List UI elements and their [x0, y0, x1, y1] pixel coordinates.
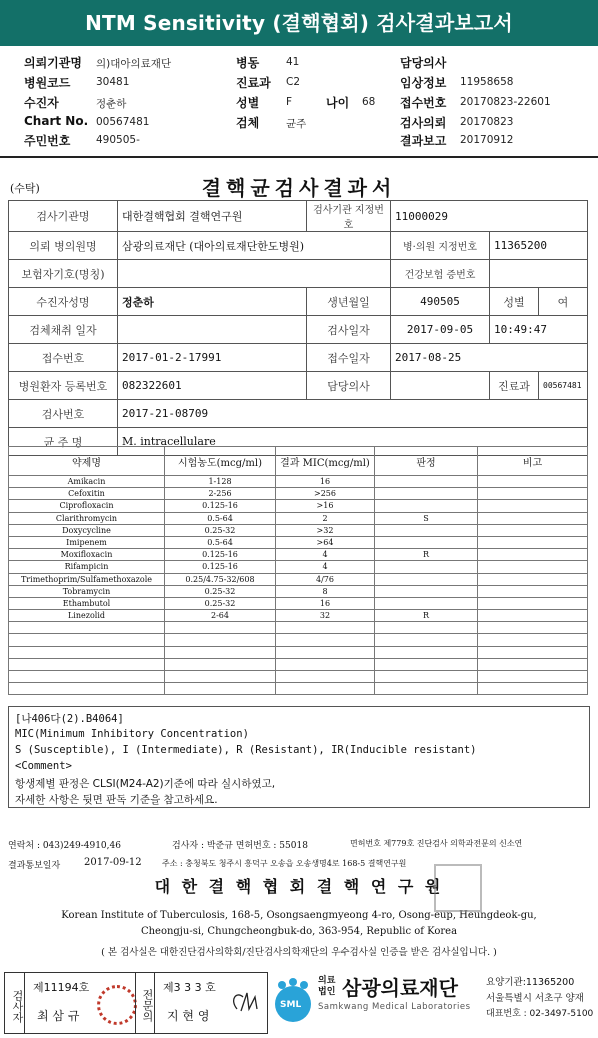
- drug-mic-cell: >32: [276, 524, 375, 536]
- col-range: 시험농도(mcg/ml): [165, 447, 276, 476]
- drug-rows: [9, 476, 588, 695]
- drug-note-cell: [478, 658, 588, 670]
- drug-note-cell: [478, 610, 588, 622]
- table-row: [9, 671, 588, 683]
- drug-note-cell: [478, 561, 588, 573]
- contact-text: 연락처 : 043)249-4910,46: [8, 841, 121, 851]
- drug-result-cell: [375, 500, 478, 512]
- drug-name-cell: Clarithromycin: [9, 512, 165, 524]
- consignment-stamp: (수탁): [10, 182, 40, 195]
- drug-mic-cell: [276, 634, 375, 646]
- drug-result-cell: [375, 597, 478, 609]
- drug-name-cell: Ciprofloxacin: [9, 500, 165, 512]
- drug-result-cell: [375, 524, 478, 536]
- drug-mic-cell: [276, 658, 375, 670]
- ward-value: 41: [286, 56, 300, 68]
- dept-value: C2: [286, 76, 301, 88]
- drug-range-cell: [165, 634, 276, 646]
- drug-result-cell: [375, 561, 478, 573]
- comment-mic: MIC(Minimum Inhibitory Concentration): [15, 728, 249, 740]
- sex-label-r: 성별: [490, 288, 539, 316]
- test-date-label: 검사일자: [307, 316, 391, 344]
- drug-result-cell: [375, 683, 478, 695]
- drug-range-cell: 0.125-16: [165, 500, 276, 512]
- drug-range-cell: 0.5-64: [165, 536, 276, 548]
- drug-name-cell: [9, 683, 165, 695]
- drug-result-cell: [375, 585, 478, 597]
- drug-note-cell: [478, 585, 588, 597]
- name-label: 수진자성명: [9, 288, 118, 316]
- drug-result-cell: [375, 476, 478, 488]
- receipt-date-value: 2017-08-25: [391, 344, 588, 372]
- ward-label: 병동: [236, 56, 260, 70]
- signature-icon: [227, 987, 263, 1017]
- doctor-label: 담당의사: [400, 56, 447, 70]
- code-label: 병원코드: [24, 76, 71, 90]
- req-value: 삼광의료재단 (대아의료재단한도병원): [118, 232, 391, 260]
- table-row: [9, 500, 588, 512]
- drug-note-cell: [478, 671, 588, 683]
- comment-heading: <Comment>: [15, 760, 72, 772]
- drug-note-cell: [478, 476, 588, 488]
- drug-mic-cell: [276, 671, 375, 683]
- drug-note-cell: [478, 573, 588, 585]
- lab-value: 대한결핵협회 결핵연구원: [118, 201, 307, 232]
- comment-code: [나406다(2).B4064]: [15, 713, 124, 725]
- report-date-value: 2017-09-12: [84, 857, 142, 868]
- chart-label: Chart No.: [24, 114, 89, 128]
- drug-range-cell: 0.5-64: [165, 512, 276, 524]
- drug-range-cell: 0.125-16: [165, 549, 276, 561]
- req-no-value: 11365200: [490, 232, 588, 260]
- comment-line-1: 항생제별 판정은 CLSI(M24-A2)기준에 따라 실시하였고,: [15, 778, 276, 790]
- drug-note-cell: [478, 524, 588, 536]
- dob-value: 490505: [391, 288, 490, 316]
- table-row: [9, 646, 588, 658]
- drug-result-cell: [375, 646, 478, 658]
- resident-label: 주민번호: [24, 134, 71, 148]
- lab-no-label: 검사기관 지정번호: [307, 201, 391, 232]
- drug-range-cell: 2-64: [165, 610, 276, 622]
- drug-name-cell: Tobramycin: [9, 585, 165, 597]
- tester-seal-icon: [97, 985, 137, 1025]
- dept-label: 진료과: [236, 76, 271, 90]
- institute-seal: [434, 864, 482, 912]
- specialist-name: 지 현 영: [167, 1009, 210, 1023]
- request-value: 20170823: [460, 116, 514, 128]
- test-no-label: 검사번호: [9, 400, 118, 428]
- table-row: [9, 561, 588, 573]
- drug-range-cell: [165, 622, 276, 634]
- drug-mic-cell: 8: [276, 585, 375, 597]
- hospital-value: 의)대아의료재단: [96, 58, 172, 70]
- drug-range-cell: 1-128: [165, 476, 276, 488]
- report-date-label: 결과통보일자: [8, 861, 61, 871]
- drug-mic-cell: [276, 683, 375, 695]
- table-row: [9, 573, 588, 585]
- drug-mic-cell: >16: [276, 500, 375, 512]
- drug-name-cell: Doxycycline: [9, 524, 165, 536]
- drug-note-cell: [478, 622, 588, 634]
- signature-box: [4, 972, 268, 1034]
- drug-mic-cell: >64: [276, 536, 375, 548]
- specialist-tag: 전문의: [135, 973, 155, 1033]
- species-label: 균 주 명: [9, 428, 118, 456]
- signature-footer: [0, 970, 598, 1038]
- tester-tag: 검사자: [5, 973, 25, 1033]
- hosp-reg-label: 병원환자 등록번호: [9, 372, 118, 400]
- drug-result-cell: R: [375, 610, 478, 622]
- col-drug: 약제명: [9, 447, 165, 476]
- req-no-label: 병·의원 지정번호: [391, 232, 490, 260]
- drug-name-cell: Cefoxitin: [9, 488, 165, 500]
- table-row: [9, 585, 588, 597]
- drug-range-cell: 0.25-32: [165, 524, 276, 536]
- logo-text: SML: [280, 1000, 302, 1010]
- ins-value: [118, 260, 391, 288]
- report-label: 결과보고: [400, 134, 447, 148]
- report-info-table: [8, 200, 588, 456]
- table-row: [9, 536, 588, 548]
- drug-name-cell: Trimethoprim/Sulfamethoxazole: [9, 573, 165, 585]
- report-banner: [0, 0, 598, 46]
- col-result: 판정: [375, 447, 478, 476]
- col-mic: 결과 MIC(mcg/ml): [276, 447, 375, 476]
- drug-result-cell: [375, 573, 478, 585]
- sex-value-r: 여: [539, 288, 588, 316]
- drug-range-cell: [165, 658, 276, 670]
- code-value: 30481: [96, 76, 130, 88]
- collector-label: 수진자: [24, 96, 59, 110]
- tester-name: 최 삼 규: [37, 1009, 80, 1023]
- drug-range-cell: 0.25/4.75-32/608: [165, 573, 276, 585]
- tester-text: 검사자 : 박준규 면허번호 : 55018: [172, 841, 308, 851]
- hospital-label: 의뢰기관명: [24, 56, 82, 70]
- name-value: 정춘하: [118, 288, 307, 316]
- company-name-en: Samkwang Medical Laboratories: [318, 1002, 471, 1012]
- drug-mic-cell: >256: [276, 488, 375, 500]
- dept-label-r: 진료과: [490, 372, 539, 400]
- dept-value-r: 00567481: [539, 372, 588, 400]
- drug-mic-cell: 4: [276, 561, 375, 573]
- address-text: 주소 : 충청북도 청주시 흥덕구 오송읍 오송생명4로 168-5 결핵연구원: [162, 859, 407, 868]
- age-value: 68: [362, 96, 376, 108]
- drug-note-cell: [478, 500, 588, 512]
- age-label: 나이: [326, 96, 350, 110]
- clinical-label: 임상정보: [400, 76, 447, 90]
- species-value: M. intracellulare: [118, 428, 588, 456]
- collector-value: 정춘하: [96, 98, 127, 110]
- drug-mic-cell: 32: [276, 610, 375, 622]
- specialist-text: 면허번호 제779호 진단검사 의학과전문의 신소연: [350, 839, 523, 848]
- company-name: 삼광의료재단: [342, 976, 458, 1000]
- institute-address-1: Korean Institute of Tuberculosis, 168-5, Osongsaengmyeong 4-ro, Osong-eup, Heungdeok-gu,: [61, 910, 537, 921]
- table-row: [9, 597, 588, 609]
- scanned-report: [0, 164, 598, 969]
- drug-result-cell: [375, 536, 478, 548]
- drug-range-cell: 0.25-32: [165, 597, 276, 609]
- resident-value: 490505-: [96, 134, 140, 146]
- sex-value: F: [286, 96, 293, 108]
- drug-mic-cell: [276, 622, 375, 634]
- health-label: 건강보험 증번호: [391, 260, 490, 288]
- drug-range-cell: [165, 671, 276, 683]
- sex-label: 성별: [236, 96, 260, 110]
- drug-result-cell: R: [375, 549, 478, 561]
- susceptibility-table: [8, 446, 588, 695]
- drug-result-cell: [375, 671, 478, 683]
- drug-note-cell: [478, 646, 588, 658]
- sample-date-value: [118, 316, 307, 344]
- banner-title: NTM Sensitivity (결핵협회) 검사결과보고서: [85, 11, 513, 35]
- company-phone: 대표번호 : 02-3497-5100: [486, 1009, 594, 1019]
- specialist-number: 제3 3 3 호: [163, 981, 216, 994]
- drug-mic-cell: [276, 646, 375, 658]
- drug-note-cell: [478, 488, 588, 500]
- drug-note-cell: [478, 549, 588, 561]
- report-title: 결핵균검사결과서: [201, 176, 397, 200]
- comment-legend: S (Susceptible), I (Intermediate), R (Resistant), IR(Inducible resistant): [15, 744, 477, 756]
- drug-name-cell: Amikacin: [9, 476, 165, 488]
- table-row: [9, 488, 588, 500]
- institute-name-kr: 대 한 결 핵 협 회 결 핵 연 구 원: [154, 877, 444, 896]
- tester-number: 제11194호: [33, 981, 90, 994]
- chart-value: 00567481: [96, 116, 150, 128]
- clinical-value: 11958658: [460, 76, 514, 88]
- table-row: [9, 683, 588, 695]
- test-no-value: 2017-21-08709: [118, 400, 588, 428]
- drug-name-cell: [9, 658, 165, 670]
- drug-name-cell: Linezolid: [9, 610, 165, 622]
- drug-mic-cell: 16: [276, 597, 375, 609]
- doctor-value-r: [391, 372, 490, 400]
- receipt-no-label: 접수번호: [9, 344, 118, 372]
- drug-name-cell: [9, 671, 165, 683]
- patient-header: [0, 52, 598, 152]
- table-row: [9, 512, 588, 524]
- drug-name-cell: Moxifloxacin: [9, 549, 165, 561]
- lab-label: 검사기관명: [9, 201, 118, 232]
- drug-note-cell: [478, 634, 588, 646]
- drug-result-cell: [375, 622, 478, 634]
- specimen-label: 검체: [236, 116, 260, 130]
- drug-name-cell: Rifampicin: [9, 561, 165, 573]
- test-time-value: 10:49:47: [490, 316, 588, 344]
- drug-note-cell: [478, 597, 588, 609]
- report-value: 20170912: [460, 134, 514, 146]
- drug-mic-cell: 4: [276, 549, 375, 561]
- institute-address-2: Cheongju-si, Chungcheongbuk-do, 363-954, Republic of Korea: [140, 926, 458, 937]
- comment-line-2: 자세한 사항은 뒷면 판독 기준을 참고하세요.: [15, 794, 218, 806]
- doctor-label-r: 담당의사: [307, 372, 391, 400]
- drug-name-cell: [9, 646, 165, 658]
- drug-mic-cell: 4/76: [276, 573, 375, 585]
- drug-name-cell: Ethambutol: [9, 597, 165, 609]
- table-row: [9, 524, 588, 536]
- drug-range-cell: [165, 646, 276, 658]
- table-row: [9, 610, 588, 622]
- table-row: [9, 658, 588, 670]
- drug-result-cell: [375, 488, 478, 500]
- drug-range-cell: 0.125-16: [165, 561, 276, 573]
- drug-mic-cell: 16: [276, 476, 375, 488]
- header-divider: [0, 156, 598, 158]
- drug-note-cell: [478, 683, 588, 695]
- col-note: 비고: [478, 447, 588, 476]
- drug-range-cell: 0.25-32: [165, 585, 276, 597]
- test-date-value: 2017-09-05: [391, 316, 490, 344]
- table-row: [9, 634, 588, 646]
- drug-name-cell: Imipenem: [9, 536, 165, 548]
- drug-note-cell: [478, 512, 588, 524]
- comment-box: [8, 706, 590, 808]
- ins-label: 보험자기호(명칭): [9, 260, 118, 288]
- drug-result-cell: [375, 634, 478, 646]
- drug-name-cell: [9, 622, 165, 634]
- dob-label: 생년월일: [307, 288, 391, 316]
- req-label: 의뢰 병의원명: [9, 232, 118, 260]
- drug-mic-cell: 2: [276, 512, 375, 524]
- request-label: 검사의뢰: [400, 116, 447, 130]
- drug-result-cell: S: [375, 512, 478, 524]
- company-address: 서울특별시 서초구 양재: [486, 993, 584, 1004]
- specimen-value: 균주: [286, 118, 307, 130]
- care-number: 요양기관:11365200: [486, 977, 575, 988]
- drug-name-cell: [9, 634, 165, 646]
- table-row: [9, 476, 588, 488]
- receipt-value: 20170823-22601: [460, 96, 551, 108]
- drug-note-cell: [478, 536, 588, 548]
- table-row: [9, 549, 588, 561]
- receipt-label: 접수번호: [400, 96, 447, 110]
- receipt-date-label: 접수일자: [307, 344, 391, 372]
- certification-note: ( 본 검사실은 대한진단검사의학회/진단검사의학재단의 우수검사실 인증을 받은 검사실입니다. ): [101, 947, 497, 958]
- drug-range-cell: 2-256: [165, 488, 276, 500]
- sample-date-label: 검체채취 일자: [9, 316, 118, 344]
- health-value: [490, 260, 588, 288]
- table-row: [9, 622, 588, 634]
- drug-range-cell: [165, 683, 276, 695]
- drug-result-cell: [375, 658, 478, 670]
- receipt-no-value: 2017-01-2-17991: [118, 344, 307, 372]
- hosp-reg-value: 082322601: [118, 372, 307, 400]
- corp-tag: 의료법인: [318, 976, 336, 997]
- lab-no-value: 11000029: [391, 201, 588, 232]
